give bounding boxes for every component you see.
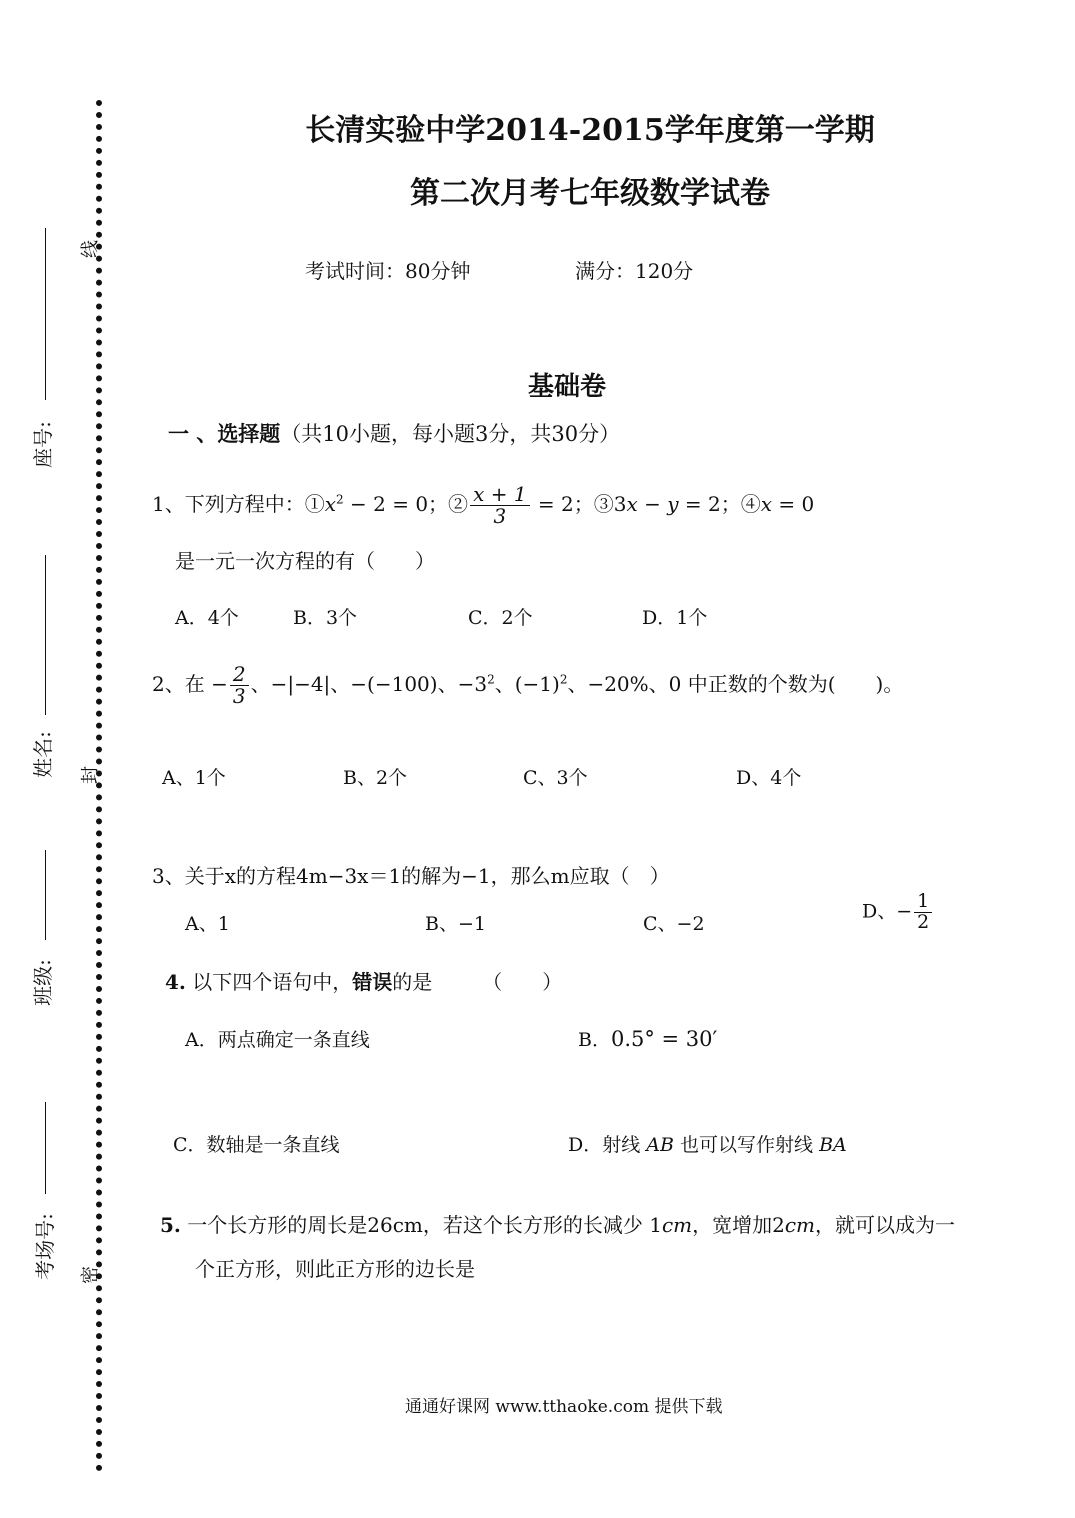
footer-source: 通通好课网 www.tthaoke.com 提供下载 <box>405 1397 723 1417</box>
q3-option-c[interactable]: C、−2 <box>643 913 705 935</box>
q3-option-d-denominator: 2 <box>917 910 930 933</box>
q4-text-before: 以下四个语句中， <box>185 970 353 994</box>
q3-option-d-fraction <box>914 892 932 933</box>
class-label: 班级: <box>30 959 55 1006</box>
q2-exponent-1: 2 <box>487 672 495 687</box>
q1-option-a[interactable]: A．4个 <box>175 607 239 629</box>
full-score: 满分：120分 <box>575 259 694 283</box>
q3-option-d-prefix: D、− <box>862 900 913 923</box>
q2-fraction-numerator: 2 <box>230 664 249 686</box>
q1-eq3-y: y <box>667 492 679 516</box>
q4-option-d-prefix: D．射线 <box>568 1134 647 1156</box>
q1-eq3-rest: = 2；④ <box>678 492 761 516</box>
seal-mark-xian: 线 <box>80 240 101 258</box>
room-label: 考场号: <box>32 1213 57 1280</box>
q4-option-d-mid: 也可以写作射线 <box>673 1134 820 1156</box>
q2-prefix: 2、在 − <box>152 672 228 696</box>
q4-option-b[interactable] <box>578 1025 717 1052</box>
q1-eq4-rest: = 0 <box>772 492 815 516</box>
q1-eq1-exponent: 2 <box>336 492 344 507</box>
q5-unit-1: cm <box>661 1213 693 1237</box>
q1-eq1-var: x <box>324 492 337 516</box>
q3-option-d-numerator: 1 <box>914 892 932 913</box>
q3-option-b[interactable]: B、−1 <box>425 913 486 935</box>
part-title: 选择题 <box>217 421 281 446</box>
q2-terms-3: 、−20%、0 中正数的个数为( )。 <box>567 672 904 696</box>
q1-eq1-rest: − 2 = 0；② <box>343 492 469 516</box>
q5-text-2: ，宽增加2 <box>692 1213 785 1237</box>
q2-fraction-denominator: 3 <box>232 684 246 708</box>
room-blank-line <box>45 1102 46 1194</box>
q1-eq3-minus: − <box>637 492 668 516</box>
q2-option-b[interactable]: B、2个 <box>343 767 408 789</box>
part-heading <box>168 418 620 448</box>
q2-option-c[interactable]: C、3个 <box>523 767 588 789</box>
part-number: 一 、 <box>168 421 218 446</box>
q4-option-d[interactable] <box>568 1130 847 1157</box>
q4-ray-ba: BA <box>819 1134 847 1156</box>
q4-option-c[interactable]: C．数轴是一条直线 <box>173 1134 340 1156</box>
part-note: （共10小题，每小题3分，共30分） <box>280 422 621 446</box>
exam-title-line1: 长清实验中学2014-2015学年度第一学期 <box>305 113 875 148</box>
seat-label: 座号: <box>30 421 55 468</box>
q1-fraction-denominator: 3 <box>493 504 507 528</box>
exam-title-line2: 第二次月考七年级数学试卷 <box>410 176 770 211</box>
question-5-line1 <box>160 1209 955 1238</box>
q2-fraction <box>230 664 249 707</box>
exam-time: 考试时间：80分钟 <box>305 259 471 283</box>
question-4-stem <box>165 966 562 995</box>
seal-mark-mi: 密 <box>80 1266 101 1284</box>
q5-number: 5. <box>160 1213 181 1237</box>
q4-option-b-expression: 0.5° = 30′ <box>610 1027 718 1051</box>
class-blank-line <box>45 850 46 940</box>
q4-ray-ab: AB <box>646 1134 674 1156</box>
question-3-stem: 3、关于x的方程4m−3x＝1的解为−1，那么m应取（ ） <box>152 864 670 888</box>
q1-option-d[interactable]: D．1个 <box>642 607 708 629</box>
seat-blank-line <box>45 228 46 400</box>
q4-number: 4. <box>165 970 186 994</box>
q2-terms-2: 、(−1) <box>494 672 560 696</box>
q1-eq2-rest: = 2；③3 <box>531 492 627 516</box>
q4-option-b-prefix: B． <box>578 1029 611 1051</box>
q3-option-d[interactable] <box>862 892 934 933</box>
q1-fraction-numerator: x + 1 <box>470 484 529 506</box>
q1-eq3-x: x <box>626 492 638 516</box>
question-2-stem <box>152 664 903 707</box>
q5-text-1: 一个长方形的周长是26cm，若这个长方形的长减少 1 <box>180 1213 662 1237</box>
q5-unit-2: cm <box>784 1213 816 1237</box>
q5-text-3: ，就可以成为一 <box>815 1213 956 1237</box>
q4-text-after: 的是 （ ） <box>392 970 563 994</box>
volume-title: 基础卷 <box>528 372 607 402</box>
q1-eq4-x: x <box>760 492 773 516</box>
name-blank-line <box>45 615 46 715</box>
q2-terms-1: 、−|−4|、−(−100)、−3 <box>250 672 488 696</box>
q1-option-c[interactable]: C．2个 <box>468 607 533 629</box>
q1-option-b[interactable]: B．3个 <box>293 607 358 629</box>
q3-option-a[interactable]: A、1 <box>185 913 230 935</box>
q2-option-d[interactable]: D、4个 <box>736 767 802 789</box>
question-5-line2: 个正方形，则此正方形的边长是 <box>195 1257 475 1281</box>
q1-fraction <box>470 484 529 527</box>
q2-option-a[interactable]: A、1个 <box>162 767 226 789</box>
q2-exponent-2: 2 <box>559 672 568 687</box>
q1-prefix: 1、下列方程中：① <box>152 492 325 516</box>
seal-mark-feng: 封 <box>80 766 101 784</box>
q4-option-a[interactable]: A．两点确定一条直线 <box>185 1029 370 1051</box>
name-label: 姓名: <box>30 731 55 778</box>
question-1-stem <box>152 484 814 527</box>
q4-emphasis: 错误 <box>352 970 393 994</box>
question-1-line2: 是一元一次方程的有（ ） <box>175 549 435 573</box>
